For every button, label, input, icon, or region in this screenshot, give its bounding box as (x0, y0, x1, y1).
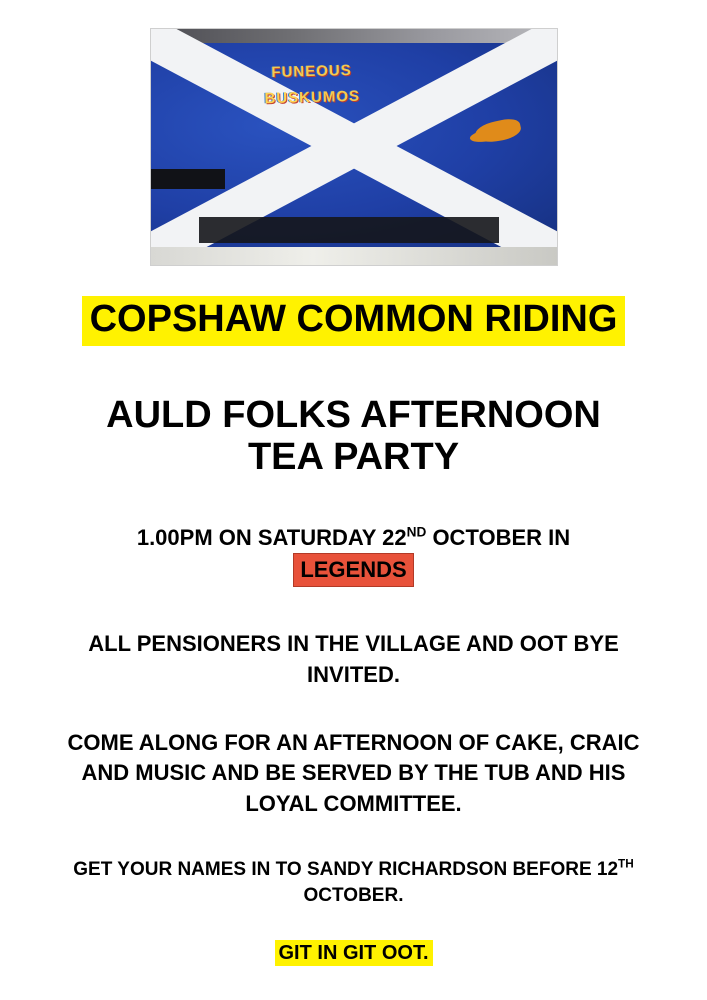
banner-lettering-line-2: BUSKUMOS (263, 87, 360, 108)
rsvp-prefix: GET YOUR NAMES IN TO SANDY RICHARDSON BEFORE 12 (73, 859, 619, 881)
closing-slogan-text: GIT IN GIT OOT. (275, 940, 433, 966)
photo-dark-bar-left (151, 169, 225, 189)
invitation-text: ALL PENSIONERS IN THE VILLAGE AND OOT BYE INVITED. (88, 631, 619, 687)
closing-slogan (275, 942, 433, 965)
venue-badge: LEGENDS (293, 553, 413, 588)
description-text: COME ALONG FOR AN AFTERNOON OF CAKE, CRAIC AND MUSIC AND BE SERVED BY THE TUB AND HIS LOYAL COMMITTEE. (67, 730, 640, 816)
event-datetime (34, 523, 674, 587)
event-datetime-suffix: OCTOBER IN (426, 524, 571, 550)
event-datetime-prefix: 1.00PM ON SATURDAY 22 (136, 524, 407, 550)
event-subtitle-line-2: TEA PARTY (247, 436, 460, 479)
saltire-flag-photo (150, 28, 558, 266)
photo-bottom-edge (151, 247, 557, 265)
page-title: COPSHAW COMMON RIDING (82, 296, 626, 346)
rsvp-suffix: OCTOBER. (303, 884, 404, 906)
banner-lettering (236, 57, 387, 117)
photo-dark-bar-bottom (199, 217, 499, 243)
rsvp-ordinal: TH (618, 857, 634, 871)
event-subtitle-line-1: AULD FOLKS AFTERNOON (106, 393, 601, 436)
banner-lettering-line-1: FUNEOUS (270, 61, 352, 82)
rsvp-text (34, 857, 674, 908)
event-subtitle (34, 394, 674, 479)
event-date-ordinal: ND (406, 524, 427, 540)
